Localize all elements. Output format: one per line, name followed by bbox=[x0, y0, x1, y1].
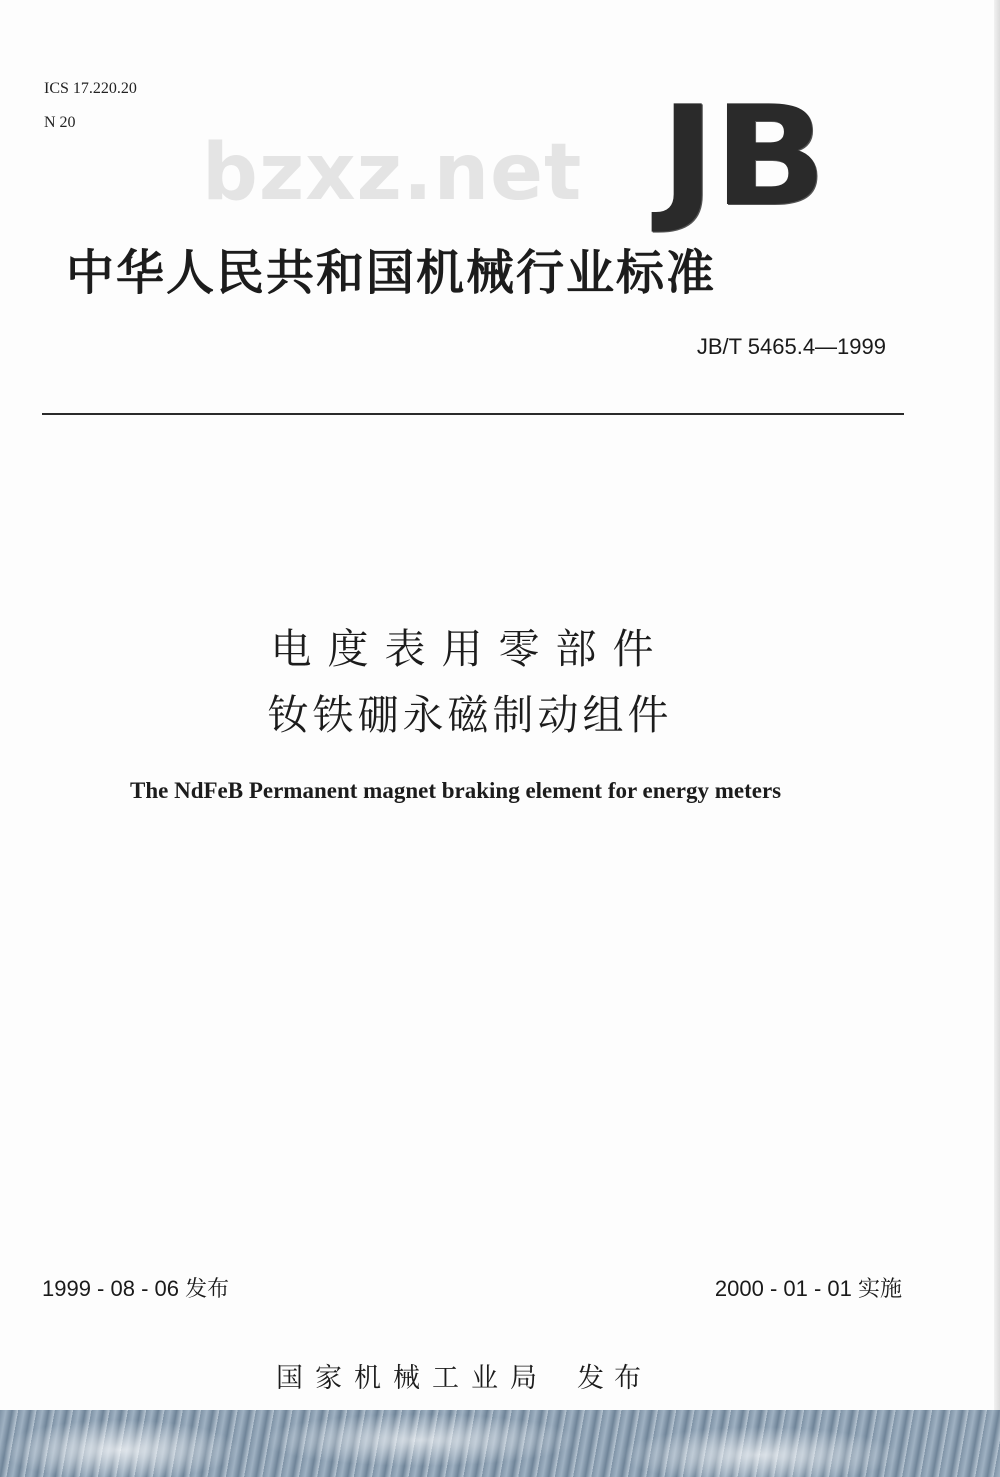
ics-code: ICS 17.220.20 bbox=[44, 80, 137, 97]
watermark: bzxz.net bbox=[202, 128, 583, 218]
header-divider bbox=[42, 413, 904, 415]
chinese-title-line-2: 钕铁硼永磁制动组件 bbox=[267, 691, 673, 739]
standard-title: 中华人民共和国机械行业标准 bbox=[66, 245, 717, 301]
issuer-name: 国家机械工业局 bbox=[276, 1363, 549, 1394]
standard-number: JB/T 5465.4—1999 bbox=[696, 334, 886, 359]
english-title: The NdFeB Permanent magnet braking element for energy meters bbox=[130, 778, 782, 803]
chinese-title-line-1: 电度表用零部件 bbox=[270, 625, 670, 673]
jb-logo: JB bbox=[660, 76, 825, 237]
ccs-code: N 20 bbox=[44, 114, 76, 131]
issuer-line bbox=[276, 1356, 651, 1395]
issuer-action: 发布 bbox=[577, 1363, 651, 1394]
issue-date: 1999 - 08 - 06 发布 bbox=[42, 1276, 230, 1301]
effective-date: 2000 - 01 - 01 实施 bbox=[714, 1276, 902, 1301]
decorative-bottom-band bbox=[0, 1410, 1000, 1477]
